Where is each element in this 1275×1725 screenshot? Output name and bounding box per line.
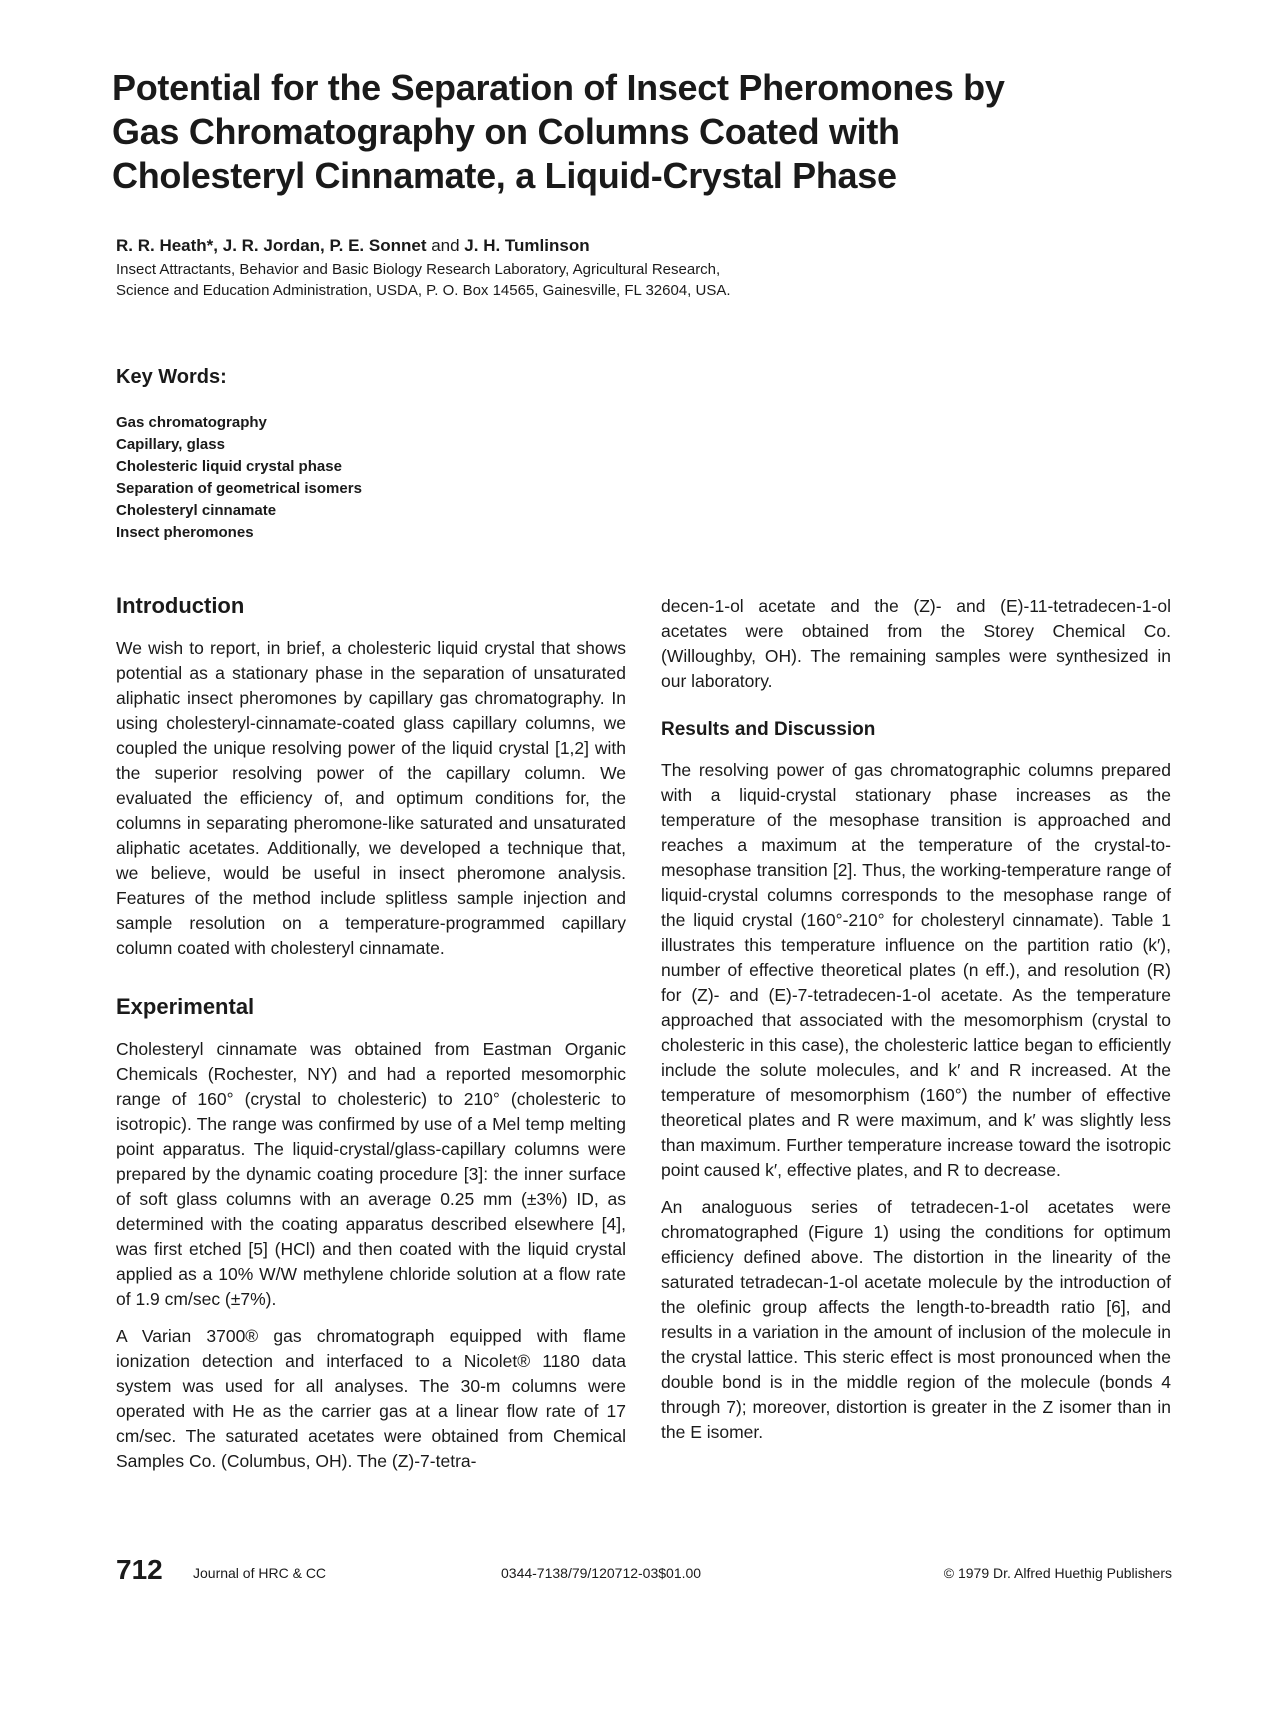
keywords-list [116, 412, 362, 544]
affiliation [116, 259, 1016, 301]
authors-last: J. H. Tumlinson [464, 236, 590, 255]
copyright: © 1979 Dr. Alfred Huethig Publishers [943, 1565, 1172, 1581]
keyword-item: Separation of geometrical isomers [116, 480, 362, 497]
introduction-text: We wish to report, in brief, a cholesteric liquid crystal that shows potential as a stationary phase in the separation of unsaturated aliphatic insect pheromones by capillary gas chromatography. In using cholesteryl-cinnamate-coated glass capillary columns, we coupled the unique resolving power of the liquid crystal [1,2] with the superior resolving power of the capillary column. We evaluated the efficiency of, and optimum conditions for, the columns in separating pheromone-like saturated and unsaturated aliphatic acetates. Additionally, we developed a technique that, we believe, would be useful in insect pheromone analysis. Features of the method include splitless sample injection and sample resolution on a temperature-programmed capillary column coated with cholesteryl cinnamate. [116, 638, 626, 958]
introduction-heading: Introduction [116, 593, 245, 618]
paper-title [112, 66, 1112, 198]
experimental-para-1: Cholesteryl cinnamate was obtained from Eastman Organic Chemicals (Rochester, NY) and had a reported mesomorphic range of 160° (crystal to cholesteric) to 210° (cholesteric to isotropic). The range was confirmed by use of a Mel temp melting point apparatus. The liquid-crystal/glass-capillary columns were prepared by the dynamic coating procedure [3]: the inner surface of soft glass columns with an average 0.25 mm (±3%) ID, as determined with the coating apparatus described elsewhere [4], was first etched [5] (HCl) and then coated with the liquid crystal applied as a 10% W/W methylene chloride solution at a flow rate of 1.9 cm/sec (±7%). [116, 1039, 626, 1309]
affiliation-line-1: Insect Attractants, Behavior and Basic Biology Research Laboratory, Agricultural Research, [116, 261, 721, 278]
keyword-item: Cholesteryl cinnamate [116, 502, 277, 519]
experimental-heading: Experimental [116, 994, 255, 1019]
results-heading: Results and Discussion [661, 719, 876, 740]
results-para-2: An analoguous series of tetradecen-1-ol acetates were chromatographed (Figure 1) using the conditions for optimum efficiency defined above. The distortion in the linearity of the saturated tetradecan-1-ol acetate molecule by the introduction of the olefinic group affects the length-to-breadth ratio [6], and results in a variation in the amount of inclusion of the molecule in the crystal lattice. This steric effect is most pronounced when the double bond is in the middle region of the molecule (bonds 4 through 7); moreover, distortion is greater in the Z isomer than in the E isomer. [661, 1197, 1171, 1442]
experimental-continued: decen-1-ol acetate and the (Z)- and (E)-11-tetradecen-1-ol acetates were obtained from the Storey Chemical Co. (Willoughby, OH). The remaining samples were synthesized in our laboratory. [661, 596, 1171, 691]
journal-name: Journal of HRC & CC [193, 1565, 327, 1581]
experimental-para-2: A Varian 3700® gas chromatograph equipped with flame ionization detection and interfaced to a Nicolet® 1180 data system was used for all analyses. The 30-m columns were operated with He as the carrier gas at a linear flow rate of 17 cm/sec. The saturated acetates were obtained from Chemical Samples Co. (Columbus, OH). The (Z)-7-tetra- [116, 1326, 626, 1471]
keyword-item: Capillary, glass [116, 436, 225, 453]
results-para-1: The resolving power of gas chromatographic columns prepared with a liquid-crystal stationary phase increases as the temperature of the mesophase transition is approached and reaches a maximum at the temperature of the crystal-to-mesophase transition [2]. Thus, the working-temperature range of liquid-crystal columns corresponds to the mesophase range of the liquid crystal (160°-210° for cholesteryl cinnamate). Table 1 illustrates this temperature influence on the partition ratio (k′), number of effective theoretical plates (n eff.), and resolution (R) for (Z)- and (E)-7-tetradecen-1-ol acetate. As the temperature approached that associated with the mesomorphism (crystal to cholesteric in this case), the cholesteric lattice began to efficiently include the solute molecules, and k′ and R increased. At the temperature of mesomorphism (160°) the number of effective theoretical plates and R were maximum, and k′ was slightly less than maximum. Further temperature increase toward the isotropic point caused k′, effective plates, and R to decrease. [661, 760, 1171, 1180]
page-footer [116, 1554, 1172, 1590]
affiliation-line-2: Science and Education Administration, USDA, P. O. Box 14565, Gainesville, FL 32604, USA. [116, 282, 731, 299]
keyword-item: Insect pheromones [116, 524, 254, 541]
authors-bold: R. R. Heath*, J. R. Jordan, P. E. Sonnet [116, 236, 427, 255]
authors-and: and [426, 236, 465, 255]
title-line-2: Gas Chromatography on Columns Coated with [112, 111, 900, 152]
right-column [661, 594, 1171, 1457]
article-code: 0344-7138/79/120712-03$01.00 [501, 1565, 702, 1581]
title-line-1: Potential for the Separation of Insect Pheromones by [112, 67, 1005, 108]
title-line-3: Cholesteryl Cinnamate, a Liquid-Crystal Phase [112, 155, 897, 196]
author-list [116, 235, 590, 257]
keyword-item: Gas chromatography [116, 414, 267, 431]
page-number: 712 [116, 1554, 163, 1585]
keyword-item: Cholesteric liquid crystal phase [116, 458, 342, 475]
keywords-heading: Key Words: [116, 366, 227, 388]
left-column [116, 592, 626, 1486]
